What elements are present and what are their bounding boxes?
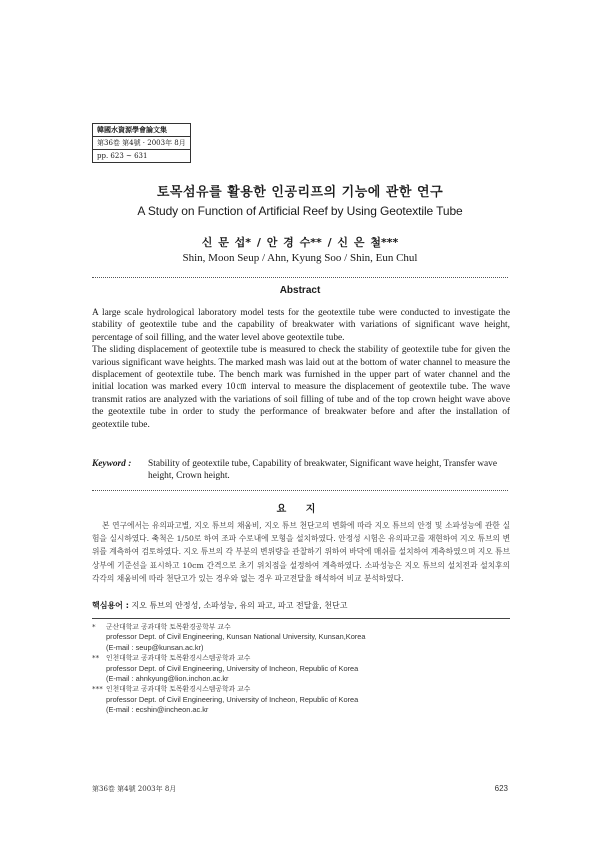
footnote	[92, 684, 510, 715]
footnote-affiliation-en: professor Dept. of Civil Engineering, University of Incheon, Republic of Korea	[106, 694, 359, 704]
footnote	[92, 622, 510, 653]
keyword-text: Stability of geotextile tube, Capability of breakwater, Significant wave height, Transfer wave height, Crown height.	[148, 459, 498, 482]
keyword-text-korean: 지오 튜브의 안정성, 소파성능, 유의 파고, 파고 전달율, 천단고	[131, 601, 348, 610]
journal-volume: 第36卷 第4號 · 2003年 8月	[93, 136, 190, 149]
abstract-body	[92, 307, 510, 431]
footnote-affiliation-ko: 군산대학교 공과대학 토목환경공학부 교수	[106, 623, 231, 631]
keyword-label-korean: 핵심용어 :	[92, 601, 129, 610]
footnote-affiliation-ko: 인천대학교 공과대학 토목환경시스템공학과 교수	[106, 685, 251, 694]
footnote-email: (E-mail : seup@kunsan.ac.kr)	[106, 642, 204, 652]
footnote	[92, 653, 510, 684]
summary-paragraph: 본 연구에서는 유의파고별, 지오 튜브의 채움비, 지오 튜브 천단고의 변화에 따라 지오 튜브의 안정 및 소파성능에 관한 실험을 실시하였다. 축척은 1/50로 하여 조파 수로내에 모형을 설치하였다. 안정성 시험은 유의파고를 재현하여 지오 튜브의 변위를 계측하여 검토하였다. 지오 튜브의 각 부분의 변위량을 관찰하기 위하여 바닥에 매쉬를 설치하여 계측하였으며 지오 튜브 상부에 기준선을 표시하고 10cm 간격으로 초기 위치점을 설정하여 계측하였다. 소파성능은 지오 튜브의 설치전과 설치후의 각각의 채움비에 따라 천단고가 있는 경우와 없는 경우 파고전달율 해석하여 비교 분석하였다.	[92, 521, 510, 583]
footnote-affiliation-ko: 인천대학교 공과대학 토목환경시스템공학과 교수	[106, 654, 251, 663]
footnote-mark: *	[92, 622, 96, 631]
authors-english: Shin, Moon Seup / Ahn, Kyung Soo / Shin, Eun Chul	[182, 252, 418, 264]
footnote-mark: **	[92, 653, 100, 663]
title-english: A Study on Function of Artificial Reef by Using Geotextile Tube	[137, 204, 463, 218]
journal-pages: pp. 623 ~ 631	[93, 149, 190, 162]
keyword-label: Keyword :	[92, 459, 132, 469]
footnote-affiliation-en: professor Dept. of Civil Engineering, Kunsan National University, Kunsan,Korea	[106, 632, 366, 642]
keywords-korean	[92, 600, 510, 611]
footnote-email: (E-mail : ecshin@incheon.ac.kr	[106, 705, 209, 715]
footnote-affiliation-en: professor Dept. of Civil Engineering, University of Incheon, Republic of Korea	[106, 663, 359, 673]
divider	[92, 490, 508, 491]
divider	[92, 277, 508, 278]
footnote-email: (E-mail : ahnkyung@lion.inchon.ac.kr	[106, 674, 229, 684]
footnotes	[92, 622, 510, 716]
summary-body	[92, 519, 510, 585]
authors-korean: 신 문 섭* / 안 경 수** / 신 은 철***	[201, 236, 399, 249]
page-number: 623	[494, 784, 508, 793]
abstract-paragraph: A large scale hydrological laboratory model tests for the geotextile tube were conducted to investigate the stability of geotextile tube and the capability of breakwater with variations of significant wave height, percentage of soil filling, and the water level above geotextile tube.	[92, 308, 510, 343]
journal-info-box	[92, 123, 191, 163]
keywords-english	[92, 458, 510, 483]
abstract-heading: Abstract	[279, 285, 321, 296]
summary-heading: 요 지	[276, 504, 324, 515]
title-korean: 토목섬유를 활용한 인공리프의 기능에 관한 연구	[156, 185, 444, 200]
footnote-rule	[92, 618, 510, 619]
footer-issue: 第36卷 第4號 2003年 8月	[92, 785, 177, 793]
journal-name: 韓國水資源學會論文集	[97, 125, 167, 134]
abstract-paragraph: The sliding displacement of geotextile tube is measured to check the stability of geotextile tube for given the various significant wave heights. The marked mash was laid out at the bottom of water channel to measure the displacement of geotextile tube. The bench mark was furnished in the upper part of water channel and the initial location was marked every 10㎝ interval to measure the displacement of geotextile tube. The wave transmit ratios are analyzed with the variations of soil filling of tube and of the top crown height wave above the geotextile tube in order to study the performance of breakwater before and after the installation of geotextile tube.	[92, 345, 510, 430]
footnote-mark: ***	[92, 684, 103, 694]
